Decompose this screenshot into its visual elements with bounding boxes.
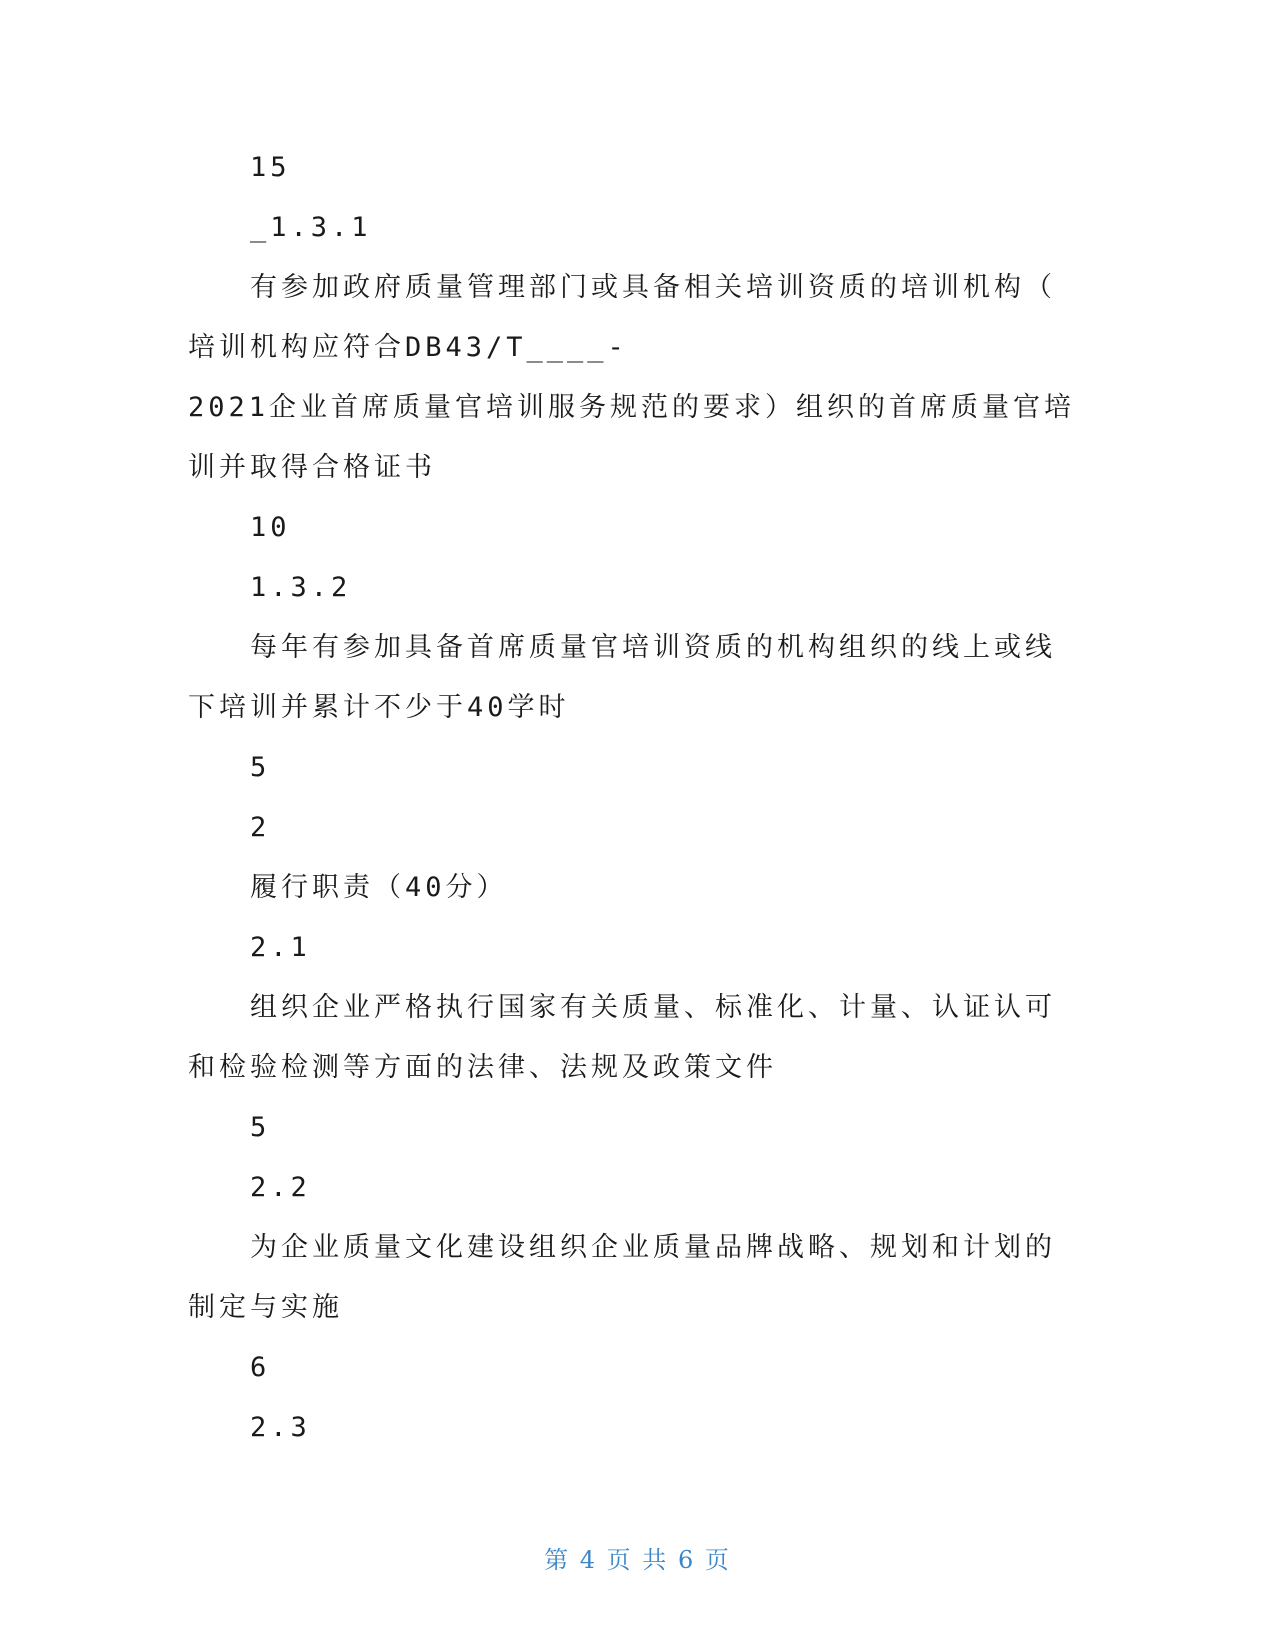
text-line: 组织企业严格执行国家有关质量、标准化、计量、认证认可 [250, 992, 1056, 1023]
text-line: 5 [250, 752, 271, 783]
text-line: 履行职责（40分） [250, 872, 508, 903]
text-line: 6 [250, 1352, 271, 1383]
text-line: 下培训并累计不少于40学时 [188, 692, 570, 723]
text-line: _1.3.1 [250, 212, 372, 243]
text-line: 5 [250, 1112, 271, 1143]
text-line: 2.2 [250, 1172, 311, 1203]
text-line: 2.1 [250, 932, 311, 963]
page-number-footer: 第 4 页 共 6 页 [544, 1546, 731, 1574]
text-line: 为企业质量文化建设组织企业质量品牌战略、规划和计划的 [250, 1232, 1056, 1263]
text-line: 培训机构应符合DB43/T____- [188, 332, 628, 363]
text-line: 和检验检测等方面的法律、法规及政策文件 [188, 1052, 777, 1083]
text-line: 2021企业首席质量官培训服务规范的要求）组织的首席质量官培 [188, 392, 1076, 423]
text-line: 10 [250, 512, 291, 543]
text-line: 15 [250, 152, 291, 183]
text-line: 1.3.2 [250, 572, 352, 603]
text-line: 训并取得合格证书 [188, 452, 436, 483]
text-line: 2.3 [250, 1412, 311, 1443]
text-line: 每年有参加具备首席质量官培训资质的机构组织的线上或线 [250, 632, 1056, 663]
text-line: 有参加政府质量管理部门或具备相关培训资质的培训机构（ [250, 272, 1056, 303]
text-line: 2 [250, 812, 271, 843]
text-line: 制定与实施 [188, 1292, 343, 1323]
